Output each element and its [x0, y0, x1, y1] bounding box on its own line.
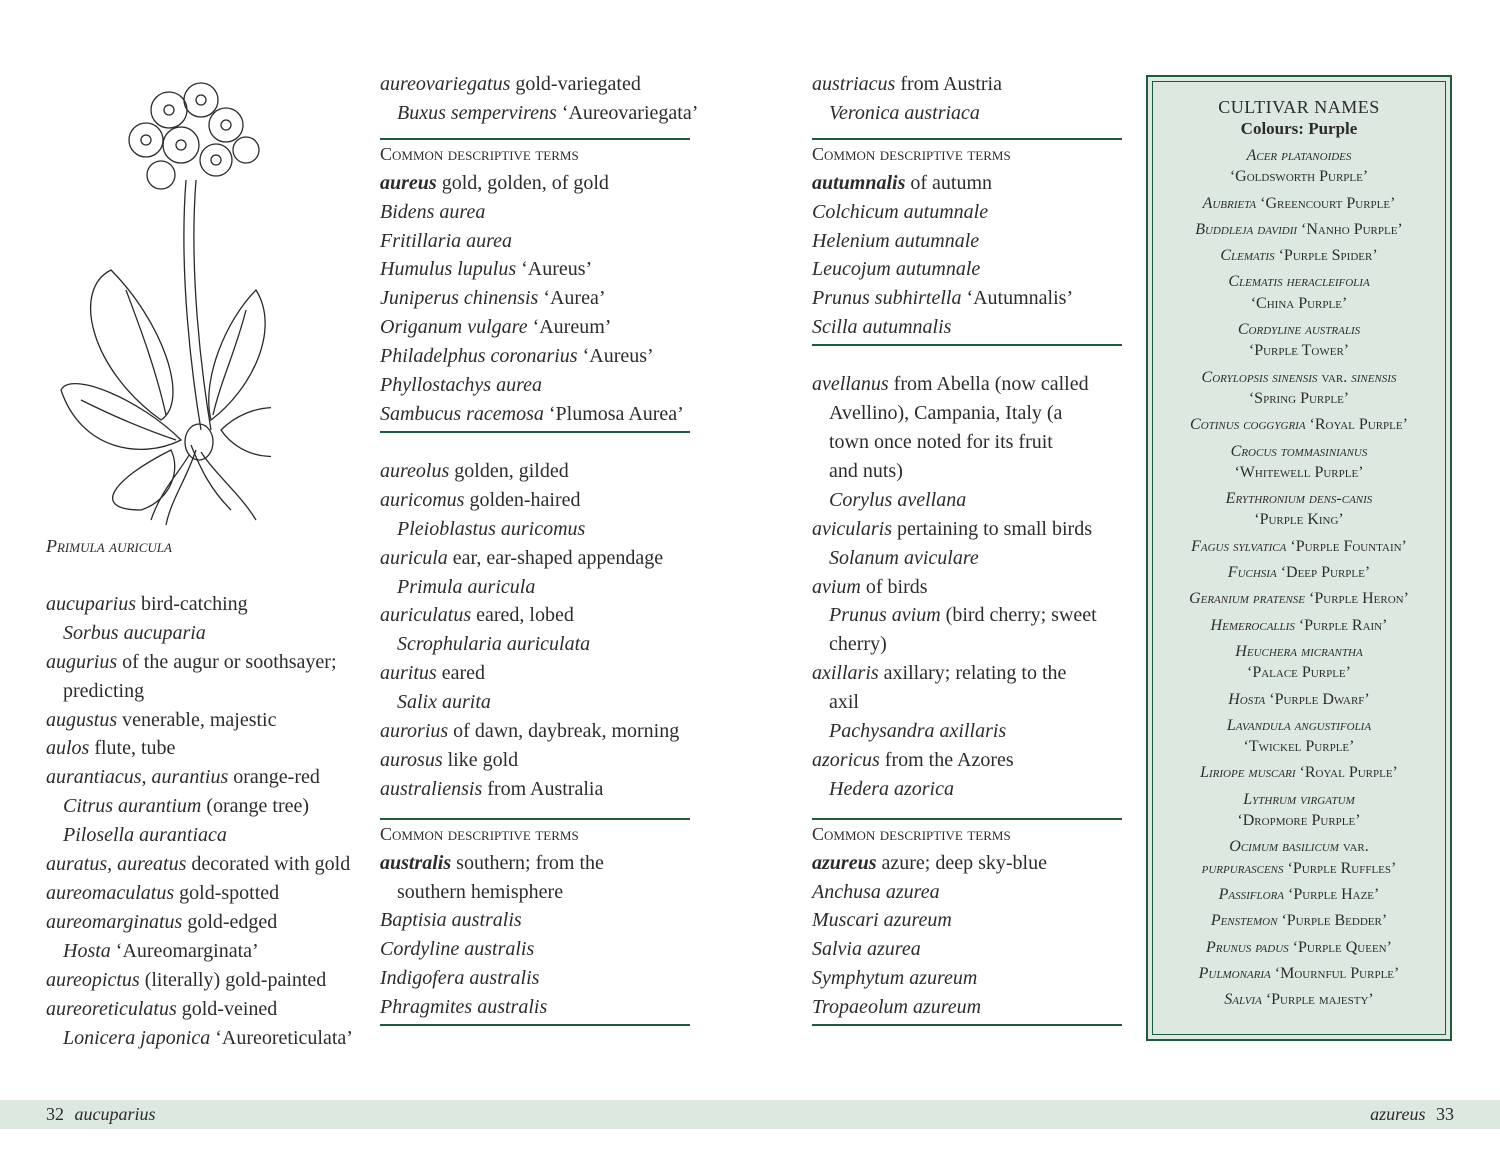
- cultivar-entry: Clematis heracleifolia ‘China Purple’: [1228, 273, 1370, 312]
- dictionary-entry: aulos flute, tube: [46, 737, 176, 760]
- cultivar-entry: Pulmonaria ‘Mournful Purple’: [1198, 964, 1400, 982]
- page-number-left: 32: [46, 1104, 64, 1124]
- cultivar-entry: Prunus padus ‘Purple Queen’: [1206, 938, 1392, 956]
- dictionary-entry: Salix aurita: [397, 691, 491, 714]
- dictionary-entry: augustus venerable, majestic: [46, 708, 277, 731]
- box-line: Salvia azurea: [812, 938, 921, 961]
- dictionary-entry: aurantiacus, aurantius orange-red: [46, 766, 320, 789]
- box-line: Muscari azureum: [812, 909, 952, 932]
- cultivar-entry: Hosta ‘Purple Dwarf’: [1228, 690, 1370, 708]
- dictionary-entry: axillaris axillary; relating to the: [812, 662, 1067, 685]
- box-line: autumnalis of autumn: [812, 171, 993, 194]
- cultivar-entry: Buddleja davidii ‘Nanho Purple’: [1195, 220, 1403, 238]
- dictionary-entry: Sorbus aucuparia: [63, 621, 206, 644]
- dictionary-entry: Lonicera japonica ‘Aureoreticulata’: [63, 1026, 353, 1049]
- box-line: Sambucus racemosa ‘Plumosa Aurea’: [380, 402, 684, 425]
- dictionary-entry: Primula auricula: [397, 575, 536, 598]
- box-line: Scilla autumnalis: [812, 316, 952, 339]
- box-line: Phragmites australis: [380, 996, 548, 1019]
- dictionary-entry: Pachysandra axillaris: [829, 720, 1007, 743]
- sidebar-subtitle: Colours: Purple: [1240, 119, 1358, 138]
- box-line: Colchicum autumnale: [812, 200, 989, 223]
- cultivar-entry: Ocimum basilicum var. purpurascens ‘Purple Ruffles’: [1201, 838, 1397, 877]
- dictionary-entry: Hedera azorica: [829, 777, 954, 800]
- page-number-right: 33: [1436, 1104, 1454, 1124]
- dictionary-entry: aureopictus (literally) gold-painted: [46, 968, 327, 991]
- box-line: Juniperus chinensis ‘Aurea’: [380, 287, 606, 310]
- dictionary-entry: aureoreticulatus gold-veined: [46, 997, 278, 1020]
- cultivar-names-sidebar: [1146, 75, 1452, 1041]
- box-heading: Common descriptive terms: [380, 823, 579, 844]
- dictionary-entry: Pleioblastus auricomus: [397, 517, 586, 540]
- dictionary-entry: augurius of the augur or soothsayer;: [46, 650, 337, 673]
- dictionary-entry: avium of birds: [812, 575, 928, 598]
- dictionary-entry: aureomarginatus gold-edged: [46, 910, 278, 933]
- cultivar-entry: Penstemon ‘Purple Bedder’: [1210, 912, 1388, 930]
- cultivar-entry: Passiflora ‘Purple Haze’: [1218, 885, 1380, 903]
- cultivar-list: [1153, 145, 1445, 1010]
- running-head-right: azureus: [1370, 1104, 1426, 1124]
- page-footer: [0, 1100, 1500, 1129]
- box-line: Leucojum autumnale: [812, 258, 981, 281]
- descriptive-terms-box: [812, 138, 1122, 346]
- dictionary-entry: Scrophularia auriculata: [397, 633, 591, 656]
- dictionary-entry: predicting: [63, 679, 145, 702]
- box-line: Indigofera australis: [380, 967, 540, 990]
- cultivar-entry: Acer platanoides ‘Goldsworth Purple’: [1229, 147, 1369, 186]
- descriptive-terms-box: [380, 818, 690, 1026]
- dictionary-entry: and nuts): [829, 459, 903, 482]
- box-line: Fritillaria aurea: [380, 229, 513, 252]
- dictionary-entry: avicularis pertaining to small birds: [812, 517, 1092, 540]
- box-heading: Common descriptive terms: [812, 823, 1011, 844]
- cultivar-entry: Cordyline australis ‘Purple Tower’: [1237, 321, 1361, 360]
- dictionary-entry: auricula ear, ear-shaped appendage: [380, 546, 664, 569]
- cultivar-entry: Erythronium dens-canis ‘Purple King’: [1225, 490, 1373, 529]
- box-line: Philadelphus coronarius ‘Aureus’: [380, 345, 654, 368]
- box-line: Humulus lupulus ‘Aureus’: [380, 258, 593, 281]
- box-line: Symphytum azureum: [812, 967, 978, 990]
- descriptive-terms-box: [380, 138, 690, 433]
- dictionary-entry: aureolus golden, gilded: [380, 459, 569, 482]
- cultivar-entry: Lavandula angustifolia ‘Twickel Purple’: [1226, 716, 1372, 756]
- dictionary-entry: Avellino), Campania, Italy (a: [829, 402, 1063, 425]
- dictionary-entry: Prunus avium (bird cherry; sweet: [829, 604, 1097, 627]
- dictionary-entry: austriacus from Austria: [812, 73, 1002, 95]
- dictionary-entry: aurosus like gold: [380, 748, 519, 771]
- box-line: Phyllostachys aurea: [380, 374, 543, 397]
- dictionary-entry: australiensis from Australia: [380, 777, 604, 800]
- entry-list: [812, 370, 1122, 804]
- dictionary-entry: Pilosella aurantiaca: [63, 824, 227, 847]
- dictionary-entry: Hosta ‘Aureomarginata’: [63, 939, 259, 962]
- cultivar-entry: Aubrieta ‘Greencourt Purple’: [1202, 194, 1396, 212]
- dictionary-entry: auritus eared: [380, 662, 485, 685]
- cultivar-entry: Corylopsis sinensis var. sinensis ‘Spring Purple’: [1201, 368, 1397, 407]
- entry-list: [380, 457, 690, 804]
- dictionary-entry: Citrus aurantium (orange tree): [63, 795, 310, 818]
- primula-illustration: [46, 70, 362, 532]
- dictionary-entry: auratus, aureatus decorated with gold: [46, 853, 351, 876]
- dictionary-entry: Veronica austriaca: [829, 101, 980, 124]
- cultivar-entry: Hemerocallis ‘Purple Rain’: [1210, 616, 1388, 634]
- box-line: aureus gold, golden, of gold: [380, 171, 609, 194]
- cultivar-entry: Geranium pratense ‘Purple Heron’: [1189, 590, 1409, 608]
- dictionary-entry: aucuparius bird-catching: [46, 592, 248, 615]
- dictionary-entry: axil: [829, 691, 859, 714]
- dictionary-entry: auriculatus eared, lobed: [380, 604, 574, 627]
- sidebar-title: CULTIVAR NAMES: [1218, 97, 1380, 117]
- dictionary-entry: Buxus sempervirens ‘Aureovariegata’: [397, 101, 699, 124]
- box-line: Origanum vulgare ‘Aureum’: [380, 316, 612, 339]
- box-heading: Common descriptive terms: [380, 143, 579, 164]
- dictionary-entry: avellanus from Abella (now called: [812, 373, 1089, 396]
- box-line: southern hemisphere: [397, 880, 564, 903]
- column-3: [812, 70, 1122, 1026]
- box-line: Tropaeolum azureum: [812, 996, 982, 1019]
- box-line: Cordyline australis: [380, 938, 535, 961]
- cultivar-entry: Crocus tommasinianus ‘Whitewell Purple’: [1230, 442, 1368, 481]
- dictionary-entry: auricomus golden-haired: [380, 488, 581, 511]
- cultivar-entry: Heuchera micrantha ‘Palace Purple’: [1235, 642, 1363, 682]
- box-line: azureus azure; deep sky-blue: [812, 851, 1047, 874]
- descriptive-terms-box: [812, 818, 1122, 1026]
- dictionary-entry: town once noted for its fruit: [829, 430, 1053, 453]
- cultivar-entry: Clematis ‘Purple Spider’: [1220, 247, 1378, 265]
- cultivar-entry: Lythrum virgatum ‘Dropmore Purple’: [1237, 790, 1361, 830]
- illustration-caption: Primula auricula: [46, 536, 172, 556]
- dictionary-entry: Corylus avellana: [829, 488, 967, 511]
- box-heading: Common descriptive terms: [812, 143, 1011, 164]
- entry-list: [46, 590, 362, 1053]
- dictionary-entry: Solanum aviculare: [829, 546, 979, 569]
- cultivar-entry: Salvia ‘Purple majesty’: [1224, 991, 1374, 1009]
- box-line: Helenium autumnale: [812, 229, 980, 252]
- entry-list: [812, 70, 1122, 128]
- box-line: Baptisia australis: [380, 909, 522, 932]
- column-1: [46, 70, 362, 1052]
- box-line: australis southern; from the: [380, 851, 604, 874]
- box-line: Prunus subhirtella ‘Autumnalis’: [812, 287, 1074, 310]
- cultivar-entry: Cotinus coggygria ‘Royal Purple’: [1190, 416, 1408, 434]
- column-2: [380, 70, 699, 1026]
- cultivar-entry: Fuchsia ‘Deep Purple’: [1227, 564, 1371, 582]
- cultivar-entry: Fagus sylvatica ‘Purple Fountain’: [1191, 537, 1407, 555]
- dictionary-entry: aurorius of dawn, daybreak, morning: [380, 720, 680, 743]
- dictionary-entry: cherry): [829, 633, 887, 656]
- running-head-left: aucuparius: [74, 1104, 156, 1124]
- entry-list: [380, 70, 699, 128]
- dictionary-entry: aureovariegatus gold-variegated: [380, 73, 641, 95]
- box-line: Bidens aurea: [380, 200, 486, 223]
- dictionary-entry: aureomaculatus gold-spotted: [46, 881, 280, 904]
- dictionary-entry: azoricus from the Azores: [812, 748, 1014, 771]
- box-line: Anchusa azurea: [812, 880, 940, 903]
- cultivar-entry: Liriope muscari ‘Royal Purple’: [1200, 764, 1398, 782]
